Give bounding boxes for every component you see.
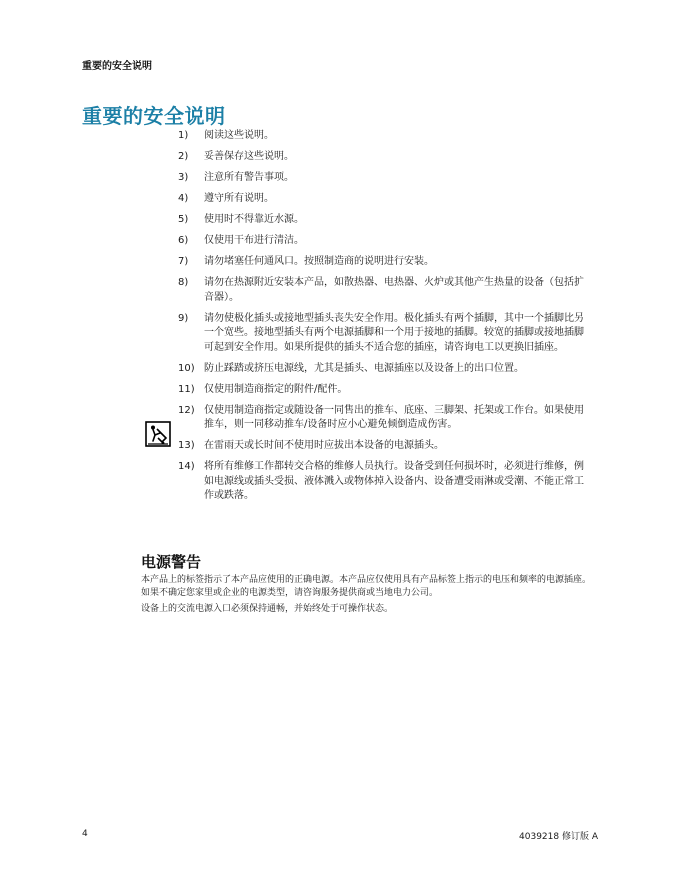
- item-number: 5): [178, 214, 189, 225]
- item-number: 10): [178, 362, 195, 374]
- item-text: 请勿堵塞任何通风口。按照制造商的说明进行安装。: [204, 256, 434, 267]
- power-inlet-paragraph: 设备上的交流电源入口必须保持通畅，并始终处于可操作状态。: [141, 604, 394, 614]
- item-text: 注意所有警告事项。: [204, 172, 294, 183]
- list-item: [178, 129, 588, 144]
- item-text: 仅使用制造商指定的附件/配件。: [204, 383, 348, 395]
- item-text: 阅读这些说明。: [204, 130, 274, 141]
- item-text: 仅使用制造商指定或随设备一同售出的推车、底座、三脚架、托架或工作台。如果使用推车，则一同移动推车/设备时应小心避免倾倒造成伤害。: [204, 404, 584, 430]
- item-text: 防止踩踏或挤压电源线，尤其是插头、电源插座以及设备上的出口位置。: [204, 362, 524, 374]
- item-number: 6): [178, 235, 189, 246]
- list-item: [178, 192, 588, 207]
- item-text: 将所有维修工作都转交合格的维修人员执行。设备受到任何损坏时，必须进行维修，例如电源线或插头受损、液体溅入或物体掉入设备内、设备遭受雨淋或受潮、不能正常工作或跌落。: [204, 461, 584, 501]
- item-number: 2): [178, 151, 189, 162]
- item-text: 遵守所有说明。: [204, 193, 274, 204]
- item-text: 仅使用干布进行清洁。: [204, 235, 304, 246]
- page-number: 4: [82, 829, 88, 839]
- safety-instructions-list: [178, 129, 588, 510]
- cart-tipover-warning-icon: [145, 421, 171, 447]
- power-warning-title: 电源警告: [141, 553, 202, 571]
- list-item: [178, 404, 588, 433]
- list-item: [178, 213, 588, 228]
- item-number: 4): [178, 193, 189, 204]
- item-text: 在雷雨天或长时间不使用时应拔出本设备的电源插头。: [204, 440, 444, 451]
- list-item: [178, 234, 588, 249]
- list-item: [178, 150, 588, 165]
- item-text: 妥善保存这些说明。: [204, 151, 294, 162]
- item-number: 8): [178, 277, 189, 288]
- list-item: [178, 460, 588, 504]
- item-text: 请勿在热源附近安装本产品，如散热器、电热器、火炉或其他产生热量的设备（包括扩音器）。: [204, 277, 584, 303]
- item-number: 14): [178, 461, 195, 472]
- item-number: 9): [178, 312, 189, 324]
- item-text: 请勿使极化插头或接地型插头丧失安全作用。极化插头有两个插脚，其中一个插脚比另一个宽些。接地型插头有两个电源插脚和一个用于接地的插脚。较宽的插脚或接地插脚可起到安全作用。如果所提供的插头不适合您的插座，请咨询电工以更换旧插座。: [204, 312, 584, 353]
- item-number: 3): [178, 172, 189, 183]
- running-header: 重要的安全说明: [82, 61, 152, 72]
- list-item: [178, 312, 588, 356]
- item-number: 12): [178, 404, 195, 416]
- page-title: 重要的安全说明: [82, 104, 226, 128]
- power-warning-paragraph: 本产品上的标签指示了本产品应使用的正确电源。本产品应仅使用具有产品标签上指示的电压和频率的电源插座。如果不确定您家里或企业的电源类型，请咨询服务提供商或当地电力公司。: [141, 575, 592, 598]
- document-revision: 4039218 修订版 A: [519, 832, 598, 842]
- item-number: 1): [178, 130, 189, 141]
- list-item: [178, 362, 588, 377]
- item-number: 13): [178, 440, 195, 451]
- item-number: 7): [178, 256, 189, 267]
- list-item: [178, 255, 588, 270]
- list-item: [178, 171, 588, 186]
- item-text: 使用时不得靠近水源。: [204, 214, 304, 225]
- list-item: [178, 276, 588, 305]
- list-item: [178, 439, 588, 454]
- item-number: 11): [178, 383, 195, 395]
- list-item: [178, 383, 588, 398]
